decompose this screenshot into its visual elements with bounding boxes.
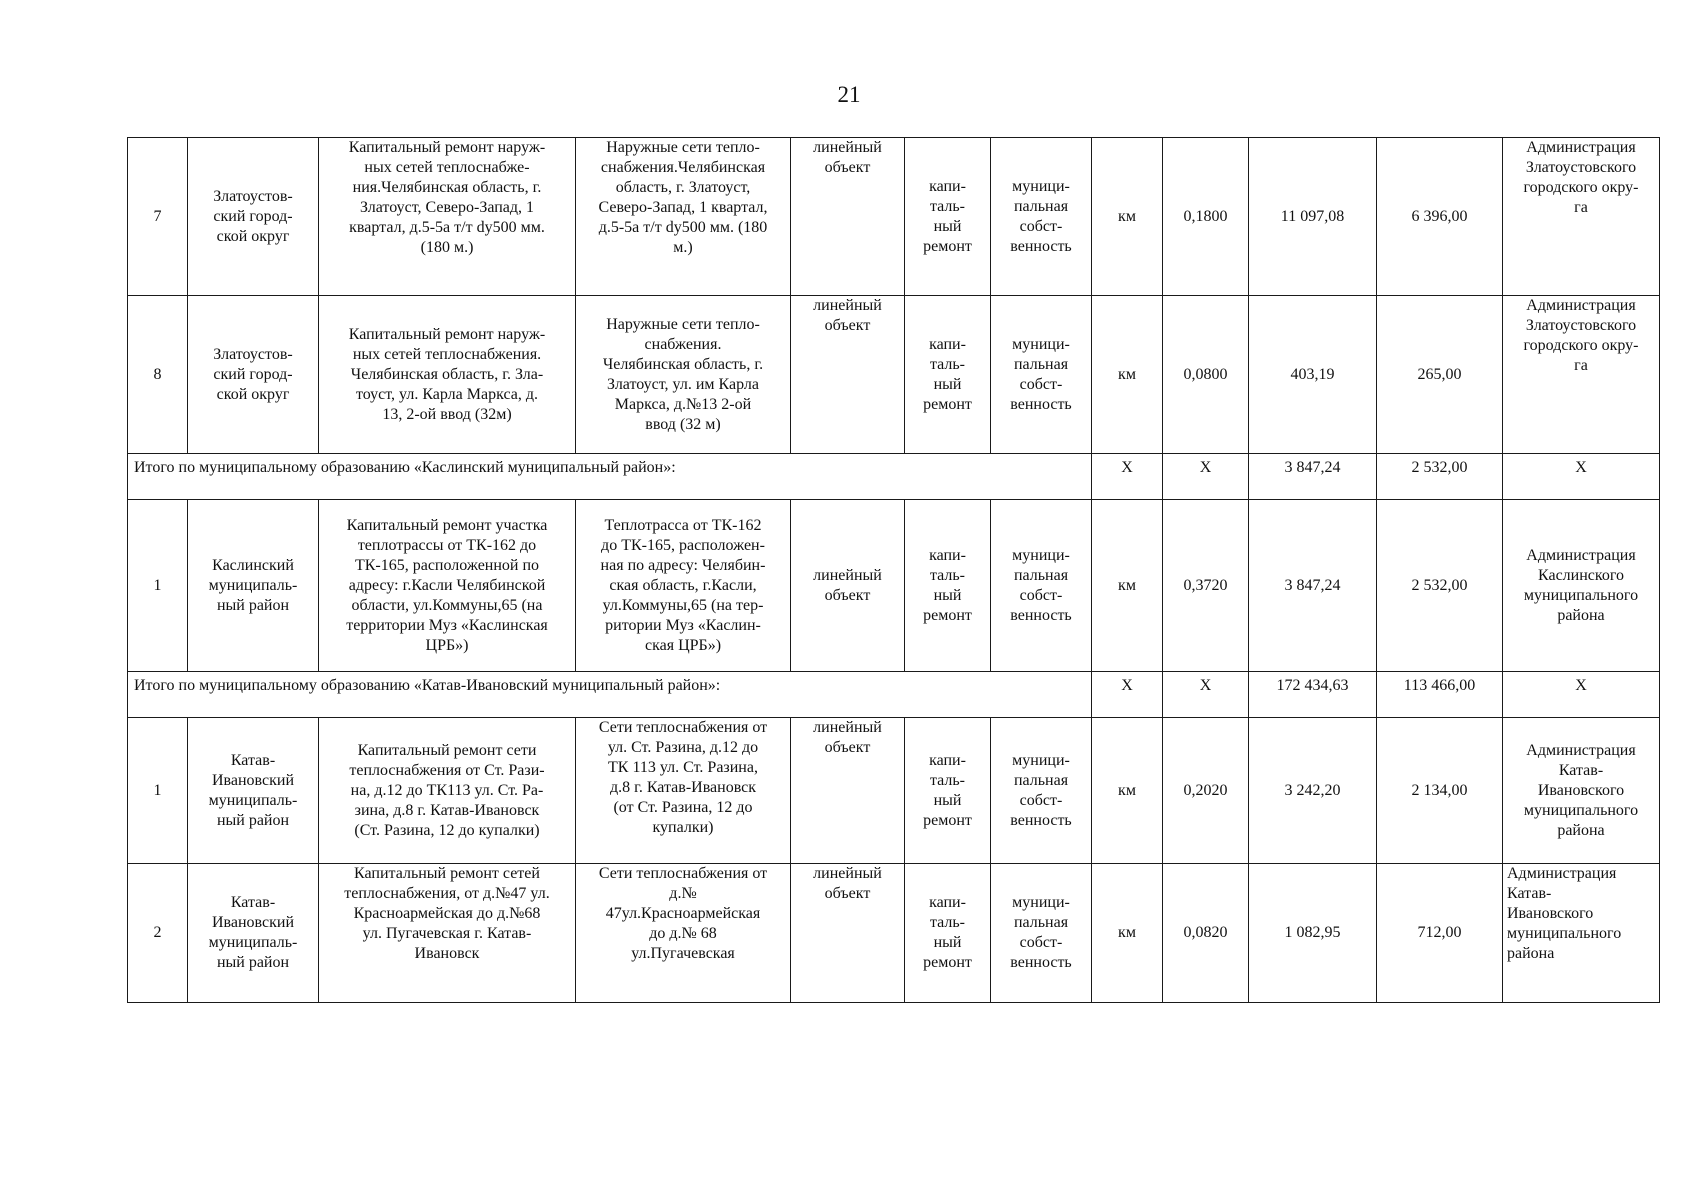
quantity-cell: 0,1800 bbox=[1163, 138, 1249, 296]
work-kind-cell: капи- таль- ный ремонт bbox=[905, 296, 991, 454]
row-number: 2 bbox=[128, 864, 188, 1003]
municipality-cell: Златоустов- ский город- ской округ bbox=[188, 138, 319, 296]
customer-cell: Администрация Каслинского муниципального района bbox=[1503, 500, 1660, 672]
total-customer-cell: Х bbox=[1503, 454, 1660, 500]
object-description-cell: Сети теплоснабжения от д.№ 47ул.Красноармейская до д.№ 68 ул.Пугачевская bbox=[576, 864, 791, 1003]
ownership-cell: муници- пальная собст- венность bbox=[991, 864, 1092, 1003]
work-description-cell: Капитальный ремонт наруж- ных сетей теплоснабжения. Челябинская область, г. Зла- тоуст, ул. Карла Маркса, д. 13, 2-ой ввод (32м) bbox=[319, 296, 576, 454]
customer-cell: Администрация Катав- Ивановского муниципального района bbox=[1503, 718, 1660, 864]
customer-cell: Администрация Златоустовского городского окру- га bbox=[1503, 296, 1660, 454]
total-quantity-cell: Х bbox=[1163, 672, 1249, 718]
object-type-cell: линейный объект bbox=[791, 718, 905, 864]
object-description-cell: Наружные сети тепло- снабжения. Челябинская область, г. Златоуст, ул. им Карла Маркса, д.№13 2-ой ввод (32 м) bbox=[576, 296, 791, 454]
table-row bbox=[128, 138, 1660, 296]
object-description-cell: Теплотрасса от ТК-162 до ТК-165, расположен- ная по адресу: Челябин- ская область, г.Касли, ул.Коммуны,65 (на тер- ритории Муз «Каслин- ская ЦРБ») bbox=[576, 500, 791, 672]
total-cost-cell: 3 847,24 bbox=[1249, 454, 1377, 500]
amount-cell: 712,00 bbox=[1377, 864, 1503, 1003]
total-unit-cell: Х bbox=[1092, 454, 1163, 500]
quantity-cell: 0,0820 bbox=[1163, 864, 1249, 1003]
unit-cell: км bbox=[1092, 864, 1163, 1003]
cost-cell: 1 082,95 bbox=[1249, 864, 1377, 1003]
total-cost-cell: 172 434,63 bbox=[1249, 672, 1377, 718]
municipality-cell: Катав- Ивановский муниципаль- ный район bbox=[188, 864, 319, 1003]
customer-cell: Администрация Катав- Ивановского муниципального района bbox=[1503, 864, 1660, 1003]
municipality-cell: Златоустов- ский город- ской округ bbox=[188, 296, 319, 454]
object-description-cell: Сети теплоснабжения от ул. Ст. Разина, д.12 до ТК 113 ул. Ст. Разина, д.8 г. Катав-Ивановск (от Ст. Разина, 12 до купалки) bbox=[576, 718, 791, 864]
unit-cell: км bbox=[1092, 718, 1163, 864]
amount-cell: 265,00 bbox=[1377, 296, 1503, 454]
cost-cell: 403,19 bbox=[1249, 296, 1377, 454]
total-customer-cell: Х bbox=[1503, 672, 1660, 718]
quantity-cell: 0,3720 bbox=[1163, 500, 1249, 672]
work-kind-cell: капи- таль- ный ремонт bbox=[905, 864, 991, 1003]
quantity-cell: 0,2020 bbox=[1163, 718, 1249, 864]
work-description-cell: Капитальный ремонт сетей теплоснабжения, от д.№47 ул. Красноармейская до д.№68 ул. Пугачевская г. Катав- Ивановск bbox=[319, 864, 576, 1003]
objects-table bbox=[127, 137, 1660, 1003]
object-type-cell: линейный объект bbox=[791, 296, 905, 454]
work-kind-cell: капи- таль- ный ремонт bbox=[905, 500, 991, 672]
row-number: 7 bbox=[128, 138, 188, 296]
row-number: 1 bbox=[128, 500, 188, 672]
work-kind-cell: капи- таль- ный ремонт bbox=[905, 718, 991, 864]
amount-cell: 6 396,00 bbox=[1377, 138, 1503, 296]
cost-cell: 3 242,20 bbox=[1249, 718, 1377, 864]
object-type-cell: линейный объект bbox=[791, 500, 905, 672]
quantity-cell: 0,0800 bbox=[1163, 296, 1249, 454]
municipality-cell: Катав- Ивановский муниципаль- ный район bbox=[188, 718, 319, 864]
ownership-cell: муници- пальная собст- венность bbox=[991, 718, 1092, 864]
table-row bbox=[128, 718, 1660, 864]
total-amount-cell: 2 532,00 bbox=[1377, 454, 1503, 500]
work-description-cell: Капитальный ремонт участка теплотрассы от ТК-162 до ТК-165, расположенной по адресу: г.Касли Челябинской области, ул.Коммуны,65 (на территории Муз «Каслинская ЦРБ») bbox=[319, 500, 576, 672]
cost-cell: 11 097,08 bbox=[1249, 138, 1377, 296]
table-row bbox=[128, 296, 1660, 454]
municipality-cell: Каслинский муниципаль- ный район bbox=[188, 500, 319, 672]
ownership-cell: муници- пальная собст- венность bbox=[991, 500, 1092, 672]
ownership-cell: муници- пальная собст- венность bbox=[991, 138, 1092, 296]
table-row bbox=[128, 500, 1660, 672]
total-quantity-cell: Х bbox=[1163, 454, 1249, 500]
work-kind-cell: капи- таль- ный ремонт bbox=[905, 138, 991, 296]
work-description-cell: Капитальный ремонт сети теплоснабжения от Ст. Рази- на, д.12 до ТК113 ул. Ст. Ра- зина, д.8 г. Катав-Ивановск (Ст. Разина, 12 до купалки) bbox=[319, 718, 576, 864]
total-amount-cell: 113 466,00 bbox=[1377, 672, 1503, 718]
row-number: 8 bbox=[128, 296, 188, 454]
customer-cell: Администрация Златоустовского городского окру- га bbox=[1503, 138, 1660, 296]
object-type-cell: линейный объект bbox=[791, 864, 905, 1003]
table-row bbox=[128, 864, 1660, 1003]
page-number: 21 bbox=[837, 82, 861, 107]
object-type-cell: линейный объект bbox=[791, 138, 905, 296]
total-label: Итого по муниципальному образованию «Катав-Ивановский муниципальный район»: bbox=[128, 672, 1092, 718]
total-row bbox=[128, 672, 1660, 718]
total-unit-cell: Х bbox=[1092, 672, 1163, 718]
row-number: 1 bbox=[128, 718, 188, 864]
object-description-cell: Наружные сети тепло- снабжения.Челябинская область, г. Златоуст, Северо-Запад, 1 квартал, д.5-5а т/т dy500 мм. (180 м.) bbox=[576, 138, 791, 296]
ownership-cell: муници- пальная собст- венность bbox=[991, 296, 1092, 454]
unit-cell: км bbox=[1092, 296, 1163, 454]
unit-cell: км bbox=[1092, 500, 1163, 672]
amount-cell: 2 532,00 bbox=[1377, 500, 1503, 672]
unit-cell: км bbox=[1092, 138, 1163, 296]
total-row bbox=[128, 454, 1660, 500]
amount-cell: 2 134,00 bbox=[1377, 718, 1503, 864]
total-label: Итого по муниципальному образованию «Каслинский муниципальный район»: bbox=[128, 454, 1092, 500]
cost-cell: 3 847,24 bbox=[1249, 500, 1377, 672]
work-description-cell: Капитальный ремонт наруж- ных сетей теплоснабже- ния.Челябинская область, г. Златоуст, Северо-Запад, 1 квартал, д.5-5а т/т dy500 мм. (180 м.) bbox=[319, 138, 576, 296]
